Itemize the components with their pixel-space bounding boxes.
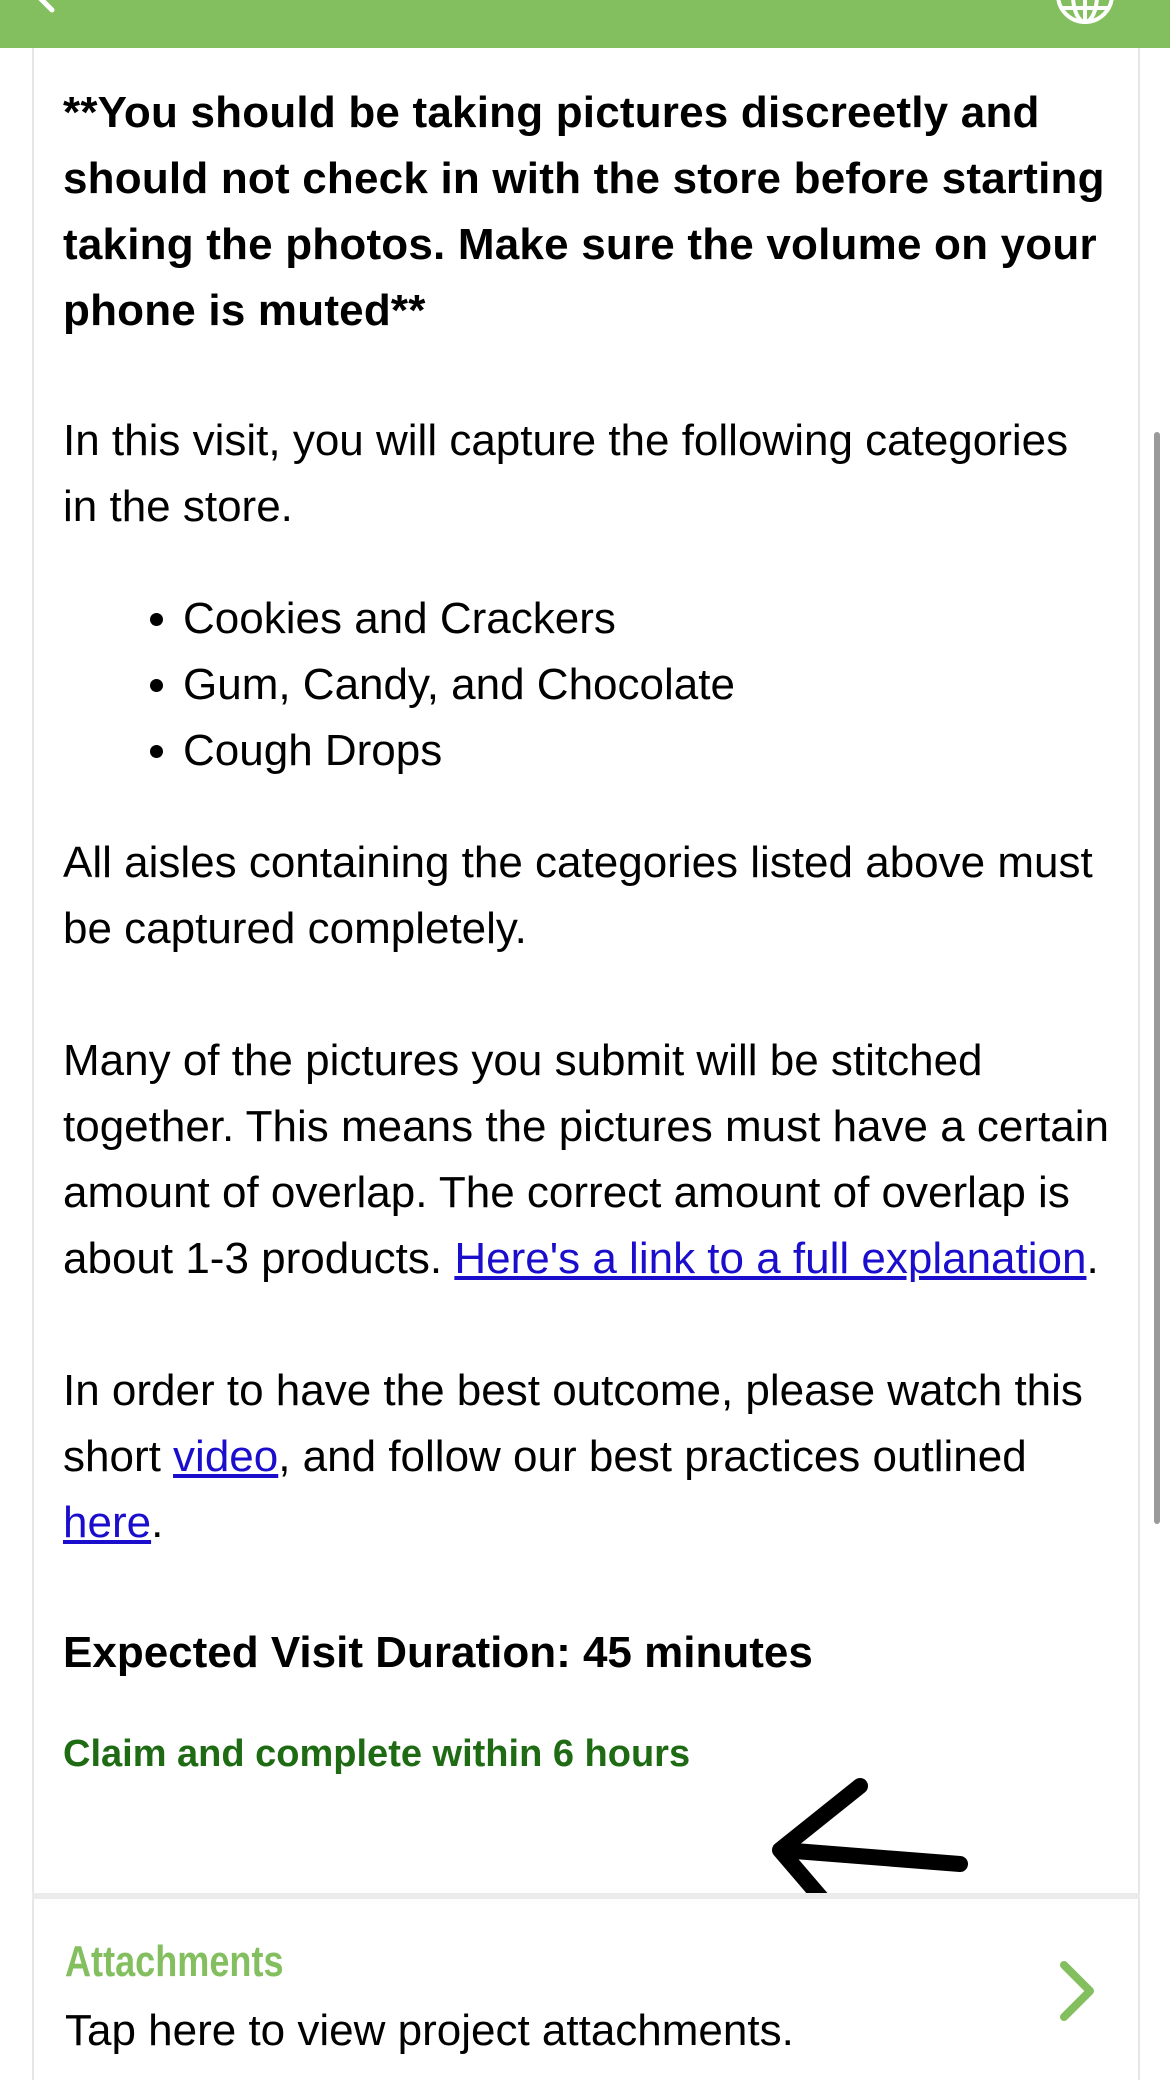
stitch-period: . — [1086, 1234, 1099, 1283]
video-link[interactable]: video — [173, 1432, 279, 1481]
globe-icon[interactable] — [1054, 0, 1116, 26]
stitch-paragraph — [63, 1028, 1113, 1292]
attachments-title: Attachments — [65, 1937, 284, 1986]
best-text-2: , and follow our best practices outlined — [278, 1432, 1027, 1481]
top-nav-bar — [0, 0, 1170, 48]
explanation-link[interactable]: Here's a link to a full explanation — [454, 1234, 1087, 1283]
categories-list — [63, 586, 1113, 784]
chevron-left-icon[interactable] — [32, 0, 60, 14]
attachments-subtitle: Tap here to view project attachments. — [65, 2006, 794, 2055]
discreet-warning: **You should be taking pictures discreetly and should not check in with the store before starting taking the photos. Make sure the volume on your phone is muted** — [63, 88, 1105, 335]
chevron-right-icon — [1056, 1959, 1100, 2023]
stitch-text: Many of the pictures you submit will be stitched together. This means the pictures must have a certain amount of overlap. The correct amount of overlap is about 1-3 products. — [63, 1036, 1109, 1283]
list-item: • Cough Drops — [183, 718, 1113, 784]
intro-text: In this visit, you will capture the following categories in the store. — [63, 416, 1069, 531]
list-item: • Gum, Candy, and Chocolate — [183, 652, 1113, 718]
list-item: • Cookies and Crackers — [183, 586, 1113, 652]
instructions-content — [63, 80, 1113, 1782]
visit-duration: Expected Visit Duration: 45 minutes — [63, 1628, 813, 1677]
best-practices-paragraph — [63, 1358, 1113, 1556]
scrollbar[interactable] — [1154, 432, 1160, 1524]
best-text-1: In order to have the best outcome, please watch this short — [63, 1366, 1083, 1481]
aisles-note: All aisles containing the categories listed above must be captured completely. — [63, 838, 1093, 953]
best-period: . — [151, 1498, 164, 1547]
best-practices-link[interactable]: here — [63, 1498, 152, 1547]
claim-deadline: Claim and complete within 6 hours — [63, 1733, 691, 1775]
attachments-row[interactable] — [32, 1899, 1140, 2080]
